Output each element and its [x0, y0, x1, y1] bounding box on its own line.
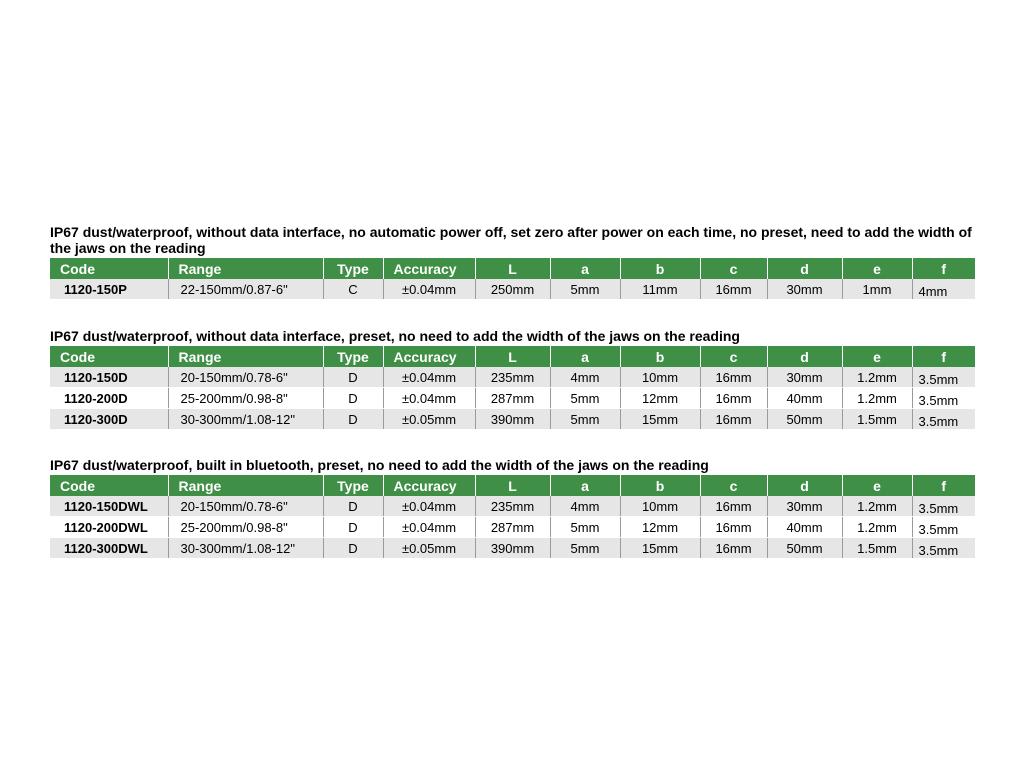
cell-l: 287mm	[475, 388, 550, 409]
cell-type: D	[323, 409, 383, 430]
cell-b: 12mm	[620, 388, 700, 409]
column-header-c: c	[700, 346, 767, 367]
cell-b: 12mm	[620, 517, 700, 538]
cell-l: 250mm	[475, 279, 550, 300]
cell-e: 1.2mm	[842, 496, 912, 517]
cell-a: 5mm	[550, 409, 620, 430]
cell-f: 3.5mm	[912, 517, 975, 538]
table-row	[50, 496, 975, 517]
section-title: IP67 dust/waterproof, without data interface, no automatic power off, set zero after power on each time, no preset, need to add the width of the jaws on the reading	[50, 224, 972, 256]
column-header-a: a	[550, 258, 620, 279]
cell-c: 16mm	[700, 367, 767, 388]
column-header-b: b	[620, 258, 700, 279]
column-header-d: d	[767, 258, 842, 279]
cell-a: 5mm	[550, 388, 620, 409]
cell-accuracy: ±0.05mm	[383, 409, 475, 430]
cell-type: D	[323, 517, 383, 538]
cell-c: 16mm	[700, 496, 767, 517]
section-title: IP67 dust/waterproof, without data interface, preset, no need to add the width of the jaws on the reading	[50, 328, 740, 344]
cell-c: 16mm	[700, 409, 767, 430]
table-row	[50, 538, 975, 559]
column-header-range: Range	[168, 346, 323, 367]
cell-code: 1120-300D	[50, 409, 168, 430]
cell-l: 235mm	[475, 496, 550, 517]
cell-b: 10mm	[620, 496, 700, 517]
cell-range: 25-200mm/0.98-8"	[168, 517, 323, 538]
cell-range: 25-200mm/0.98-8"	[168, 388, 323, 409]
column-header-d: d	[767, 475, 842, 496]
section-title: IP67 dust/waterproof, built in bluetooth, preset, no need to add the width of the jaws on the reading	[50, 457, 709, 473]
cell-code: 1120-300DWL	[50, 538, 168, 559]
cell-accuracy: ±0.04mm	[383, 517, 475, 538]
column-header-code: Code	[50, 258, 168, 279]
column-header-code: Code	[50, 346, 168, 367]
cell-d: 30mm	[767, 367, 842, 388]
column-header-b: b	[620, 346, 700, 367]
spec-table	[50, 258, 975, 300]
cell-code: 1120-200DWL	[50, 517, 168, 538]
column-header-a: a	[550, 346, 620, 367]
column-header-e: e	[842, 475, 912, 496]
cell-accuracy: ±0.04mm	[383, 279, 475, 300]
cell-d: 40mm	[767, 388, 842, 409]
column-header-l: L	[475, 346, 550, 367]
table-row	[50, 367, 975, 388]
cell-f: 3.5mm	[912, 388, 975, 409]
cell-e: 1mm	[842, 279, 912, 300]
column-header-f: f	[912, 475, 975, 496]
spec-table	[50, 346, 975, 430]
column-header-c: c	[700, 475, 767, 496]
cell-l: 235mm	[475, 367, 550, 388]
cell-f: 3.5mm	[912, 538, 975, 559]
cell-b: 10mm	[620, 367, 700, 388]
column-header-accuracy: Accuracy	[383, 475, 475, 496]
cell-b: 15mm	[620, 538, 700, 559]
cell-e: 1.5mm	[842, 409, 912, 430]
cell-a: 5mm	[550, 538, 620, 559]
cell-range: 30-300mm/1.08-12"	[168, 409, 323, 430]
column-header-l: L	[475, 475, 550, 496]
cell-a: 4mm	[550, 496, 620, 517]
column-header-accuracy: Accuracy	[383, 346, 475, 367]
spec-table	[50, 475, 975, 559]
cell-a: 4mm	[550, 367, 620, 388]
cell-a: 5mm	[550, 279, 620, 300]
spec-section-3	[50, 457, 975, 559]
column-header-l: L	[475, 258, 550, 279]
column-header-a: a	[550, 475, 620, 496]
column-header-range: Range	[168, 475, 323, 496]
column-header-range: Range	[168, 258, 323, 279]
cell-d: 40mm	[767, 517, 842, 538]
cell-type: C	[323, 279, 383, 300]
cell-b: 15mm	[620, 409, 700, 430]
table-header-row	[50, 258, 975, 279]
table-row	[50, 388, 975, 409]
column-header-code: Code	[50, 475, 168, 496]
cell-type: D	[323, 367, 383, 388]
cell-l: 390mm	[475, 538, 550, 559]
cell-code: 1120-150P	[50, 279, 168, 300]
cell-l: 287mm	[475, 517, 550, 538]
cell-d: 30mm	[767, 279, 842, 300]
cell-c: 16mm	[700, 279, 767, 300]
cell-code: 1120-200D	[50, 388, 168, 409]
column-header-f: f	[912, 258, 975, 279]
table-row	[50, 517, 975, 538]
cell-e: 1.2mm	[842, 367, 912, 388]
column-header-e: e	[842, 258, 912, 279]
column-header-c: c	[700, 258, 767, 279]
cell-d: 50mm	[767, 409, 842, 430]
cell-accuracy: ±0.04mm	[383, 388, 475, 409]
cell-a: 5mm	[550, 517, 620, 538]
cell-e: 1.2mm	[842, 517, 912, 538]
cell-type: D	[323, 388, 383, 409]
cell-d: 50mm	[767, 538, 842, 559]
cell-type: D	[323, 538, 383, 559]
cell-e: 1.5mm	[842, 538, 912, 559]
cell-type: D	[323, 496, 383, 517]
cell-code: 1120-150DWL	[50, 496, 168, 517]
cell-f: 4mm	[912, 279, 975, 300]
column-header-type: Type	[323, 475, 383, 496]
cell-d: 30mm	[767, 496, 842, 517]
cell-range: 20-150mm/0.78-6"	[168, 367, 323, 388]
cell-e: 1.2mm	[842, 388, 912, 409]
spec-section-1	[50, 224, 975, 300]
table-row	[50, 279, 975, 300]
cell-c: 16mm	[700, 538, 767, 559]
column-header-d: d	[767, 346, 842, 367]
column-header-b: b	[620, 475, 700, 496]
cell-accuracy: ±0.05mm	[383, 538, 475, 559]
table-header-row	[50, 475, 975, 496]
cell-accuracy: ±0.04mm	[383, 496, 475, 517]
cell-f: 3.5mm	[912, 367, 975, 388]
table-row	[50, 409, 975, 430]
column-header-f: f	[912, 346, 975, 367]
cell-range: 20-150mm/0.78-6"	[168, 496, 323, 517]
cell-f: 3.5mm	[912, 409, 975, 430]
cell-code: 1120-150D	[50, 367, 168, 388]
column-header-type: Type	[323, 346, 383, 367]
column-header-accuracy: Accuracy	[383, 258, 475, 279]
cell-range: 30-300mm/1.08-12"	[168, 538, 323, 559]
cell-range: 22-150mm/0.87-6"	[168, 279, 323, 300]
column-header-type: Type	[323, 258, 383, 279]
cell-l: 390mm	[475, 409, 550, 430]
cell-f: 3.5mm	[912, 496, 975, 517]
spec-section-2	[50, 328, 975, 430]
cell-accuracy: ±0.04mm	[383, 367, 475, 388]
table-header-row	[50, 346, 975, 367]
cell-b: 11mm	[620, 279, 700, 300]
cell-c: 16mm	[700, 517, 767, 538]
cell-c: 16mm	[700, 388, 767, 409]
column-header-e: e	[842, 346, 912, 367]
